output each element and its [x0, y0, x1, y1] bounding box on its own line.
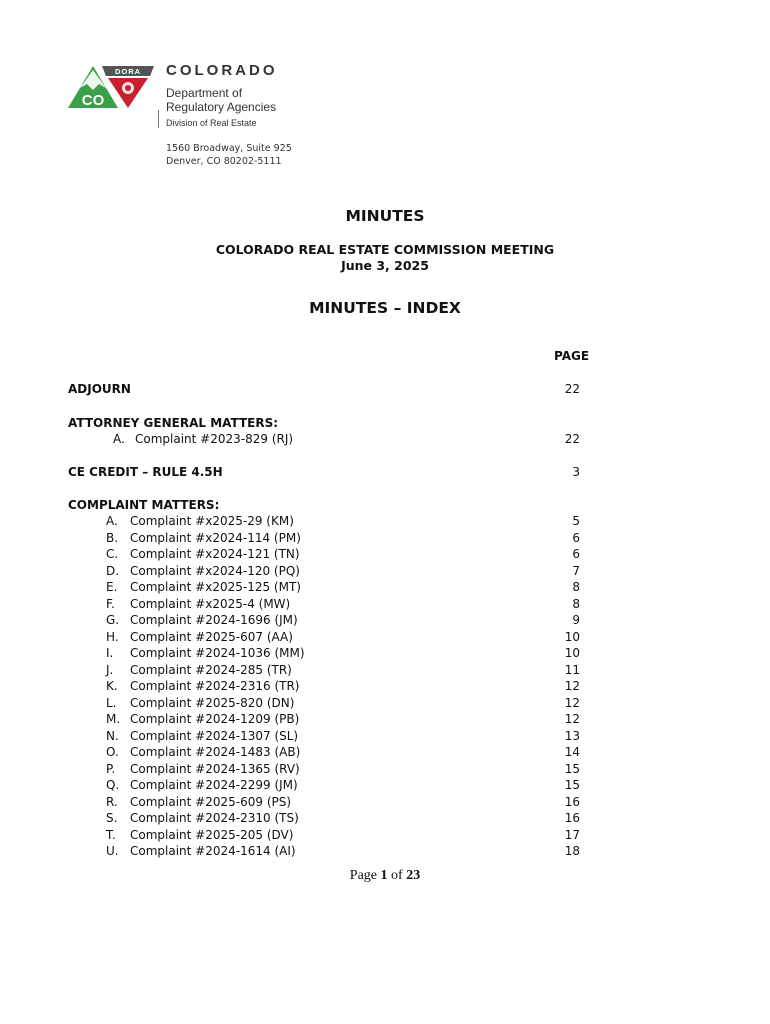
- list-item-text: Complaint #2025-205 (DV): [130, 827, 294, 842]
- list-item-text: Complaint #x2025-125 (MT): [130, 580, 301, 594]
- list-item-letter: T.: [106, 827, 116, 842]
- list-item-text: Complaint #2024-1209 (PB): [130, 712, 300, 726]
- list-item-text: Complaint #2024-1365 (RV): [130, 761, 300, 776]
- list-item: [106, 579, 586, 596]
- list-item-letter: K.: [106, 679, 118, 693]
- list-item-page: 10: [564, 646, 580, 660]
- list-item-page: 15: [564, 761, 580, 776]
- list-item-text: Complaint #2024-2316 (TR): [130, 679, 300, 693]
- page-column-label: PAGE: [554, 349, 590, 363]
- list-item-page: 12: [564, 712, 580, 726]
- list-item-page: 13: [564, 728, 580, 743]
- page-footer: [0, 868, 770, 884]
- list-item-letter: C.: [106, 547, 119, 561]
- address-line-2: Denver, CO 80202-5111: [166, 156, 282, 167]
- letterhead-divider: [158, 110, 159, 128]
- dora-logo: [66, 62, 158, 112]
- list-item: [106, 711, 586, 728]
- list-item-page: 16: [564, 794, 580, 809]
- list-item-letter: J.: [106, 662, 114, 677]
- list-item-page: 11: [564, 662, 580, 677]
- list-item: [106, 777, 586, 794]
- list-item-text: Complaint #x2025-29 (KM): [130, 514, 294, 528]
- office-address: [166, 142, 292, 168]
- list-item-page: 8: [572, 580, 580, 594]
- attorney-general-item-page: 22: [564, 432, 580, 446]
- list-item-text: Complaint #2025-609 (PS): [130, 794, 292, 809]
- attorney-general-item-letter: A.: [113, 432, 125, 446]
- logo-badge-text: DORA: [114, 67, 142, 76]
- meeting-title: COLORADO REAL ESTATE COMMISSION MEETING: [215, 242, 555, 257]
- list-item-text: Complaint #2025-820 (DN): [130, 695, 295, 710]
- department-name: [166, 86, 278, 114]
- list-item-letter: I.: [106, 646, 114, 660]
- list-item: [106, 513, 586, 530]
- meeting-date: June 3, 2025: [341, 258, 429, 273]
- list-item: [106, 645, 586, 662]
- list-item-page: 6: [572, 547, 580, 561]
- index-page-adjourn: 22: [564, 382, 580, 396]
- footer-total-pages: 23: [406, 868, 421, 883]
- list-item-text: Complaint #2025-607 (AA): [130, 629, 293, 644]
- list-item-text: Complaint #x2024-114 (PM): [130, 530, 301, 545]
- footer-prefix: Page: [349, 868, 378, 883]
- list-item-page: 7: [572, 563, 580, 578]
- logo-mark-text: CO: [81, 92, 105, 109]
- attorney-general-item-text: Complaint #2023-829 (RJ): [135, 432, 294, 446]
- list-item-letter: G.: [106, 613, 120, 627]
- list-item-letter: N.: [106, 728, 119, 743]
- list-item: [106, 530, 586, 547]
- list-item-letter: B.: [106, 530, 119, 545]
- list-item-text: Complaint #x2024-121 (TN): [130, 547, 300, 561]
- list-item-letter: M.: [106, 712, 121, 726]
- list-item-letter: F.: [106, 596, 115, 611]
- list-item-page: 12: [564, 695, 580, 710]
- index-entry-ce-credit: CE CREDIT – RULE 4.5H: [68, 465, 223, 479]
- list-item: [106, 794, 586, 811]
- division-name: Division of Real Estate: [166, 118, 257, 128]
- department-line-2: Regulatory Agencies: [166, 100, 277, 114]
- list-item: [106, 546, 586, 563]
- list-item-page: 17: [564, 827, 580, 842]
- document-title: MINUTES: [345, 207, 425, 225]
- list-item-letter: P.: [106, 761, 116, 776]
- list-item-page: 14: [564, 745, 580, 759]
- meeting-heading: [0, 242, 770, 274]
- index-entry-attorney-general: ATTORNEY GENERAL MATTERS:: [68, 416, 279, 430]
- list-item: [106, 596, 586, 613]
- footer-current-page: 1: [380, 868, 388, 883]
- list-item-page: 16: [564, 811, 580, 825]
- list-item-text: Complaint #2024-1036 (MM): [130, 646, 305, 660]
- list-item-letter: S.: [106, 811, 118, 825]
- list-item-letter: L.: [106, 695, 117, 710]
- list-item-text: Complaint #2024-2310 (TS): [130, 811, 299, 825]
- address-line-1: 1560 Broadway, Suite 925: [166, 143, 292, 154]
- index-entry-adjourn: ADJOURN: [68, 382, 131, 396]
- list-item-text: Complaint #2024-1307 (SL): [130, 728, 299, 743]
- list-item-letter: U.: [106, 844, 119, 858]
- list-item-letter: E.: [106, 580, 118, 594]
- brand-name: COLORADO: [166, 62, 278, 79]
- list-item-page: 18: [564, 844, 580, 858]
- list-item-text: Complaint #x2025-4 (MW): [130, 596, 291, 611]
- list-item-text: Complaint #2024-1696 (JM): [130, 613, 298, 627]
- list-item-letter: Q.: [106, 778, 120, 792]
- list-item: [106, 827, 586, 844]
- list-item: [106, 843, 586, 860]
- complaint-list: [106, 513, 586, 860]
- list-item-text: Complaint #2024-285 (TR): [130, 662, 292, 677]
- list-item: [106, 810, 586, 827]
- list-item-page: 12: [564, 679, 580, 693]
- index-page-ce-credit: 3: [572, 465, 580, 479]
- list-item: [106, 744, 586, 761]
- department-line-1: Department of: [166, 86, 243, 100]
- list-item-text: Complaint #2024-1614 (AI): [130, 844, 296, 858]
- list-item-page: 8: [572, 596, 580, 611]
- list-item-text: Complaint #2024-2299 (JM): [130, 778, 298, 792]
- list-item-page: 6: [572, 530, 580, 545]
- list-item: [106, 728, 586, 745]
- list-item-page: 15: [564, 778, 580, 792]
- list-item: [106, 761, 586, 778]
- footer-of: of: [391, 868, 403, 883]
- list-item-text: Complaint #2024-1483 (AB): [130, 745, 301, 759]
- list-item: [106, 678, 586, 695]
- index-title: MINUTES – INDEX: [309, 299, 461, 317]
- list-item: [106, 629, 586, 646]
- brand-block: [166, 62, 278, 114]
- list-item-letter: H.: [106, 629, 119, 644]
- index-entry-complaint-matters: COMPLAINT MATTERS:: [68, 498, 220, 512]
- list-item: [106, 662, 586, 679]
- list-item: [106, 612, 586, 629]
- list-item-letter: R.: [106, 794, 118, 809]
- list-item-page: 10: [564, 629, 580, 644]
- list-item-text: Complaint #x2024-120 (PQ): [130, 563, 300, 578]
- list-item-page: 9: [572, 613, 580, 627]
- list-item-letter: A.: [106, 514, 118, 528]
- list-item: [106, 563, 586, 580]
- list-item-page: 5: [572, 514, 580, 528]
- list-item-letter: D.: [106, 563, 120, 578]
- list-item: [106, 695, 586, 712]
- list-item-letter: O.: [106, 745, 119, 759]
